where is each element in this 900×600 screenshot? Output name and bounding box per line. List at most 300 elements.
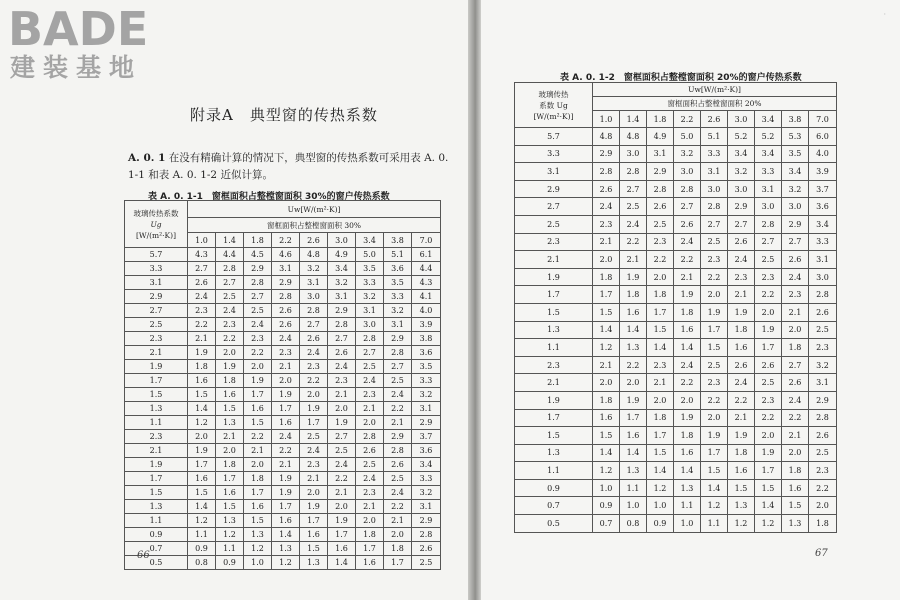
window-u-cell: 5.0 — [356, 248, 384, 262]
window-u-cell: 1.5 — [782, 497, 809, 515]
glass-u-cell: 1.3 — [125, 402, 188, 416]
window-u-cell: 2.2 — [620, 233, 647, 251]
table-row — [125, 290, 441, 304]
window-u-cell: 1.7 — [356, 542, 384, 556]
window-u-cell: 3.5 — [412, 360, 441, 374]
window-u-cell: 1.4 — [620, 321, 647, 339]
frame-u-value: 1.0 — [188, 233, 216, 248]
window-u-cell: 1.8 — [356, 528, 384, 542]
glass-u-cell: 3.3 — [515, 145, 593, 163]
table-row — [515, 198, 837, 216]
table-row — [515, 251, 837, 269]
window-u-cell: 2.1 — [356, 500, 384, 514]
window-u-cell: 1.4 — [188, 402, 216, 416]
window-u-cell: 2.8 — [412, 528, 441, 542]
window-u-cell: 1.9 — [188, 346, 216, 360]
glass-u-cell: 5.7 — [125, 248, 188, 262]
window-u-cell: 2.6 — [809, 427, 837, 445]
glass-u-cell: 3.3 — [125, 262, 188, 276]
window-u-cell: 1.8 — [728, 321, 755, 339]
window-u-cell: 3.9 — [809, 163, 837, 181]
window-u-cell: 1.8 — [809, 515, 837, 533]
window-u-cell: 2.3 — [244, 332, 272, 346]
window-u-cell: 1.6 — [244, 402, 272, 416]
window-u-cell: 2.9 — [782, 215, 809, 233]
window-u-cell: 2.1 — [356, 402, 384, 416]
window-u-cell: 0.8 — [188, 556, 216, 570]
window-u-cell: 1.6 — [272, 514, 300, 528]
window-u-cell: 1.5 — [300, 542, 328, 556]
window-u-cell: 1.5 — [188, 486, 216, 500]
window-u-cell: 5.2 — [755, 128, 782, 146]
window-u-cell: 2.8 — [272, 290, 300, 304]
window-u-cell: 2.0 — [216, 444, 244, 458]
window-u-cell: 2.0 — [701, 409, 728, 427]
glass-u-header — [125, 201, 188, 248]
page-number-left: 66 — [137, 550, 150, 561]
window-u-cell: 1.8 — [728, 444, 755, 462]
frame-ratio-header: 窗框面积占整樘窗面积 20% — [593, 97, 837, 111]
window-u-cell: 3.3 — [412, 374, 441, 388]
frame-u-value: 1.8 — [647, 111, 674, 128]
table-row — [125, 542, 441, 556]
window-u-cell: 1.9 — [674, 286, 701, 304]
frame-u-value: 3.8 — [782, 111, 809, 128]
window-u-cell: 2.0 — [755, 303, 782, 321]
window-u-cell: 1.4 — [593, 321, 620, 339]
window-u-cell: 2.1 — [328, 486, 356, 500]
glass-u-cell: 2.1 — [515, 251, 593, 269]
uw-header: Uw[W/(m²·K)] — [593, 83, 837, 97]
window-u-cell: 1.6 — [593, 409, 620, 427]
logo-brand: BADE — [8, 2, 149, 56]
paragraph-a01 — [128, 150, 458, 184]
window-u-cell: 1.4 — [755, 497, 782, 515]
table-row — [125, 486, 441, 500]
window-u-cell: 2.1 — [300, 472, 328, 486]
window-u-cell: 2.3 — [809, 339, 837, 357]
window-u-cell: 2.8 — [620, 163, 647, 181]
logo-subtitle: 建装基地 — [10, 53, 143, 82]
window-u-cell: 1.5 — [701, 339, 728, 357]
window-u-cell: 2.1 — [674, 268, 701, 286]
window-u-cell: 1.6 — [674, 444, 701, 462]
window-u-cell: 2.4 — [356, 374, 384, 388]
window-u-cell: 1.6 — [728, 339, 755, 357]
window-u-cell: 2.8 — [356, 430, 384, 444]
window-u-cell: 2.7 — [384, 360, 412, 374]
window-u-cell: 3.2 — [384, 304, 412, 318]
window-u-cell: 1.8 — [674, 303, 701, 321]
window-u-cell: 1.5 — [593, 303, 620, 321]
window-u-cell: 1.4 — [328, 556, 356, 570]
table-row — [125, 346, 441, 360]
window-u-cell: 3.2 — [412, 486, 441, 500]
window-u-cell: 4.4 — [412, 262, 441, 276]
window-u-cell: 3.4 — [809, 215, 837, 233]
window-u-cell: 1.5 — [188, 388, 216, 402]
window-u-cell: 2.4 — [272, 430, 300, 444]
window-u-cell: 2.9 — [728, 198, 755, 216]
window-u-cell: 2.1 — [188, 332, 216, 346]
table-row — [125, 318, 441, 332]
table-row — [125, 556, 441, 570]
window-u-cell: 4.4 — [216, 248, 244, 262]
window-u-cell: 2.9 — [272, 276, 300, 290]
window-u-cell: 1.5 — [593, 427, 620, 445]
window-u-cell: 2.5 — [809, 444, 837, 462]
glass-u-cell: 1.5 — [515, 303, 593, 321]
window-u-cell: 1.4 — [647, 462, 674, 480]
window-u-cell: 2.7 — [620, 180, 647, 198]
window-u-cell: 2.3 — [300, 458, 328, 472]
window-u-cell: 1.6 — [188, 374, 216, 388]
window-u-cell: 2.4 — [674, 233, 701, 251]
window-u-cell: 1.8 — [647, 409, 674, 427]
window-u-cell: 1.2 — [593, 462, 620, 480]
window-u-cell: 2.0 — [593, 374, 620, 392]
window-u-cell: 4.0 — [809, 145, 837, 163]
table-row — [515, 145, 837, 163]
glass-u-cell: 1.7 — [125, 374, 188, 388]
table-row — [515, 233, 837, 251]
window-u-cell: 2.6 — [593, 180, 620, 198]
window-u-cell: 1.8 — [620, 286, 647, 304]
window-u-cell: 2.6 — [809, 303, 837, 321]
window-u-cell: 0.9 — [647, 515, 674, 533]
window-u-cell: 3.8 — [412, 332, 441, 346]
window-u-cell: 1.3 — [216, 514, 244, 528]
window-u-cell: 2.4 — [674, 356, 701, 374]
window-u-cell: 1.3 — [300, 556, 328, 570]
window-u-cell: 3.4 — [755, 145, 782, 163]
frame-u-value: 3.4 — [356, 233, 384, 248]
window-u-cell: 3.1 — [328, 290, 356, 304]
window-u-cell: 2.7 — [356, 346, 384, 360]
window-u-cell: 1.7 — [216, 472, 244, 486]
window-u-cell: 1.9 — [328, 416, 356, 430]
window-u-cell: 1.8 — [384, 542, 412, 556]
window-u-cell: 3.1 — [755, 180, 782, 198]
window-u-cell: 1.7 — [328, 528, 356, 542]
page-number-right: 67 — [815, 548, 828, 559]
window-u-cell: 2.5 — [412, 556, 441, 570]
window-u-cell: 3.7 — [412, 430, 441, 444]
window-u-cell: 1.5 — [244, 416, 272, 430]
glass-u-cell: 2.1 — [515, 374, 593, 392]
window-u-cell: 1.2 — [188, 514, 216, 528]
window-u-cell: 2.1 — [244, 444, 272, 458]
window-u-cell: 1.9 — [328, 514, 356, 528]
window-u-cell: 2.3 — [782, 286, 809, 304]
window-u-cell: 2.5 — [216, 290, 244, 304]
window-u-cell: 2.4 — [782, 268, 809, 286]
window-u-cell: 1.7 — [647, 303, 674, 321]
window-u-cell: 2.7 — [300, 318, 328, 332]
window-u-cell: 1.7 — [647, 427, 674, 445]
window-u-cell: 1.5 — [647, 321, 674, 339]
window-u-cell: 2.0 — [244, 360, 272, 374]
window-u-cell: 1.6 — [300, 528, 328, 542]
window-u-cell: 1.3 — [620, 339, 647, 357]
frame-u-value: 7.0 — [412, 233, 441, 248]
window-u-cell: 1.9 — [701, 303, 728, 321]
window-u-cell: 2.6 — [272, 318, 300, 332]
window-u-cell: 4.8 — [620, 128, 647, 146]
window-u-cell: 2.8 — [384, 346, 412, 360]
window-u-cell: 1.9 — [300, 500, 328, 514]
window-u-cell: 2.7 — [701, 215, 728, 233]
window-u-cell: 1.9 — [272, 486, 300, 500]
window-u-cell: 1.7 — [188, 458, 216, 472]
window-u-cell: 1.3 — [782, 515, 809, 533]
window-u-cell: 1.9 — [755, 321, 782, 339]
window-u-cell: 1.8 — [593, 268, 620, 286]
window-u-cell: 1.9 — [755, 444, 782, 462]
table-row — [515, 427, 837, 445]
window-u-cell: 2.0 — [647, 391, 674, 409]
window-u-cell: 2.9 — [244, 262, 272, 276]
window-u-cell: 1.3 — [728, 497, 755, 515]
window-u-cell: 2.0 — [300, 388, 328, 402]
window-u-cell: 2.9 — [328, 304, 356, 318]
window-u-cell: 3.1 — [412, 500, 441, 514]
window-u-cell: 1.7 — [300, 514, 328, 528]
window-u-cell: 2.7 — [728, 215, 755, 233]
glass-u-cell: 1.3 — [515, 321, 593, 339]
window-u-cell: 1.7 — [244, 486, 272, 500]
glass-u-cell: 0.5 — [125, 556, 188, 570]
window-u-cell: 2.3 — [300, 360, 328, 374]
table-row — [125, 430, 441, 444]
window-u-cell: 1.6 — [356, 556, 384, 570]
frame-u-value: 3.4 — [755, 111, 782, 128]
window-u-cell: 2.8 — [674, 180, 701, 198]
window-u-cell: 1.6 — [216, 486, 244, 500]
window-u-cell: 0.9 — [188, 542, 216, 556]
table-row — [515, 356, 837, 374]
window-u-cell: 2.7 — [188, 262, 216, 276]
window-u-cell: 3.2 — [300, 262, 328, 276]
window-u-cell: 2.0 — [356, 514, 384, 528]
window-u-cell: 1.9 — [272, 388, 300, 402]
window-u-cell: 2.0 — [593, 251, 620, 269]
window-u-cell: 2.4 — [620, 215, 647, 233]
table-row — [125, 528, 441, 542]
window-u-cell: 2.1 — [272, 360, 300, 374]
window-u-cell: 3.6 — [809, 198, 837, 216]
window-u-cell: 2.2 — [244, 346, 272, 360]
window-u-cell: 1.4 — [647, 339, 674, 357]
window-u-cell: 1.2 — [188, 416, 216, 430]
glass-u-cell: 3.1 — [125, 276, 188, 290]
window-u-cell: 1.6 — [674, 321, 701, 339]
window-u-cell: 1.7 — [755, 462, 782, 480]
window-u-cell: 1.2 — [647, 479, 674, 497]
window-u-cell: 2.3 — [755, 268, 782, 286]
window-u-cell: 2.2 — [328, 472, 356, 486]
window-u-cell: 3.1 — [384, 318, 412, 332]
window-u-cell: 2.5 — [384, 374, 412, 388]
window-u-cell: 2.8 — [701, 198, 728, 216]
window-u-cell: 1.8 — [188, 360, 216, 374]
frame-u-value: 2.2 — [674, 111, 701, 128]
frame-u-value: 2.6 — [300, 233, 328, 248]
window-u-cell: 2.0 — [300, 486, 328, 500]
window-u-cell: 3.0 — [300, 290, 328, 304]
window-u-cell: 1.8 — [216, 458, 244, 472]
table-a01-2 — [514, 82, 837, 533]
window-u-cell: 0.9 — [593, 497, 620, 515]
window-u-cell: 2.6 — [782, 374, 809, 392]
window-u-cell: 2.4 — [782, 391, 809, 409]
window-u-cell: 1.2 — [272, 556, 300, 570]
glass-u-cell: 1.5 — [125, 486, 188, 500]
window-u-cell: 3.0 — [809, 268, 837, 286]
window-u-cell: 2.2 — [647, 251, 674, 269]
window-u-cell: 2.0 — [356, 416, 384, 430]
window-u-cell: 2.9 — [412, 514, 441, 528]
window-u-cell: 1.5 — [755, 479, 782, 497]
frame-u-value: 1.0 — [593, 111, 620, 128]
frame-u-value: 2.2 — [272, 233, 300, 248]
window-u-cell: 1.7 — [300, 416, 328, 430]
glass-u-cell: 1.7 — [515, 409, 593, 427]
window-u-cell: 1.9 — [272, 472, 300, 486]
window-u-cell: 1.7 — [593, 286, 620, 304]
window-u-cell: 2.2 — [300, 374, 328, 388]
window-u-cell: 2.3 — [216, 318, 244, 332]
para-text: 在没有精确计算的情况下，典型窗的传热系数可采用表 A. 0. 1-1 和表 A. 0. 1-2 近似计算。 — [128, 152, 449, 181]
window-u-cell: 1.6 — [728, 462, 755, 480]
window-u-cell: 3.5 — [782, 145, 809, 163]
window-u-cell: 2.1 — [782, 303, 809, 321]
frame-u-value: 1.4 — [620, 111, 647, 128]
window-u-cell: 2.1 — [216, 430, 244, 444]
window-u-cell: 2.1 — [647, 374, 674, 392]
table-row — [125, 500, 441, 514]
table-row — [125, 248, 441, 262]
window-u-cell: 6.0 — [809, 128, 837, 146]
window-u-cell: 1.0 — [620, 497, 647, 515]
window-u-cell: 1.6 — [782, 479, 809, 497]
window-u-cell: 2.7 — [244, 290, 272, 304]
table-row — [125, 262, 441, 276]
glass-u-cell: 2.3 — [125, 332, 188, 346]
window-u-cell: 3.2 — [674, 145, 701, 163]
window-u-cell: 1.4 — [620, 444, 647, 462]
window-u-cell: 2.5 — [244, 304, 272, 318]
table-caption-right: 表 A. 0. 1-2 窗框面积占整樘窗面积 20%的窗户传热系数 — [560, 73, 802, 83]
table-row — [125, 332, 441, 346]
window-u-cell: 2.7 — [328, 430, 356, 444]
window-u-cell: 2.8 — [755, 215, 782, 233]
window-u-cell: 1.7 — [244, 388, 272, 402]
window-u-cell: 3.2 — [412, 388, 441, 402]
window-u-cell: 1.6 — [216, 388, 244, 402]
window-u-cell: 2.0 — [216, 346, 244, 360]
glass-u-cell: 1.3 — [125, 500, 188, 514]
glass-u-cell: 2.7 — [515, 198, 593, 216]
appendix-title: 附录A 典型窗的传热系数 — [190, 106, 378, 124]
window-u-cell: 2.2 — [272, 444, 300, 458]
glass-u-cell: 2.3 — [125, 430, 188, 444]
window-u-cell: 2.3 — [356, 388, 384, 402]
window-u-cell: 3.1 — [300, 276, 328, 290]
window-u-cell: 2.3 — [272, 346, 300, 360]
window-u-cell: 4.0 — [412, 304, 441, 318]
window-u-cell: 2.4 — [384, 486, 412, 500]
window-u-cell: 2.8 — [647, 180, 674, 198]
glass-u-cell: 2.1 — [125, 444, 188, 458]
window-u-cell: 2.2 — [384, 500, 412, 514]
window-u-cell: 2.6 — [755, 356, 782, 374]
window-u-cell: 2.3 — [728, 268, 755, 286]
window-u-cell: 2.3 — [647, 356, 674, 374]
glass-u-cell: 2.3 — [515, 356, 593, 374]
table-row — [125, 402, 441, 416]
glass-u-cell: 2.5 — [515, 215, 593, 233]
table-row — [515, 374, 837, 392]
glass-u-cell: 0.7 — [125, 542, 188, 556]
glass-u-cell: 2.9 — [515, 180, 593, 198]
window-u-cell: 4.9 — [328, 248, 356, 262]
book-gutter — [468, 0, 481, 600]
window-u-cell: 1.5 — [647, 444, 674, 462]
window-u-cell: 2.7 — [782, 233, 809, 251]
window-u-cell: 2.0 — [782, 321, 809, 339]
window-u-cell: 1.9 — [300, 402, 328, 416]
window-u-cell: 2.4 — [384, 388, 412, 402]
window-u-cell: 2.4 — [188, 290, 216, 304]
window-u-cell: 1.2 — [755, 515, 782, 533]
window-u-cell: 3.0 — [728, 180, 755, 198]
window-u-cell: 1.5 — [701, 462, 728, 480]
window-u-cell: 3.2 — [328, 276, 356, 290]
window-u-cell: 2.5 — [356, 458, 384, 472]
glass-u-cell: 2.7 — [125, 304, 188, 318]
window-u-cell: 1.9 — [701, 427, 728, 445]
window-u-cell: 2.5 — [384, 472, 412, 486]
table-row — [515, 462, 837, 480]
window-u-cell: 2.0 — [674, 391, 701, 409]
glass-u-cell: 3.1 — [515, 163, 593, 181]
window-u-cell: 1.9 — [728, 303, 755, 321]
window-u-cell: 3.3 — [384, 290, 412, 304]
window-u-cell: 0.7 — [593, 515, 620, 533]
window-u-cell: 3.3 — [412, 472, 441, 486]
window-u-cell: 2.0 — [244, 458, 272, 472]
window-u-cell: 2.4 — [328, 360, 356, 374]
window-u-cell: 2.0 — [620, 374, 647, 392]
window-u-cell: 3.4 — [412, 458, 441, 472]
glass-u-cell: 1.1 — [515, 339, 593, 357]
window-u-cell: 1.8 — [244, 472, 272, 486]
window-u-cell: 2.8 — [244, 276, 272, 290]
window-u-cell: 2.7 — [674, 198, 701, 216]
window-u-cell: 3.1 — [809, 374, 837, 392]
window-u-cell: 2.4 — [728, 374, 755, 392]
window-u-cell: 2.0 — [384, 528, 412, 542]
frame-u-value: 7.0 — [809, 111, 837, 128]
table-body — [515, 128, 837, 533]
window-u-cell: 1.7 — [701, 444, 728, 462]
window-u-cell: 2.2 — [728, 391, 755, 409]
window-u-cell: 2.4 — [300, 346, 328, 360]
window-u-cell: 2.6 — [412, 542, 441, 556]
window-u-cell: 3.3 — [809, 233, 837, 251]
window-u-cell: 2.8 — [328, 318, 356, 332]
